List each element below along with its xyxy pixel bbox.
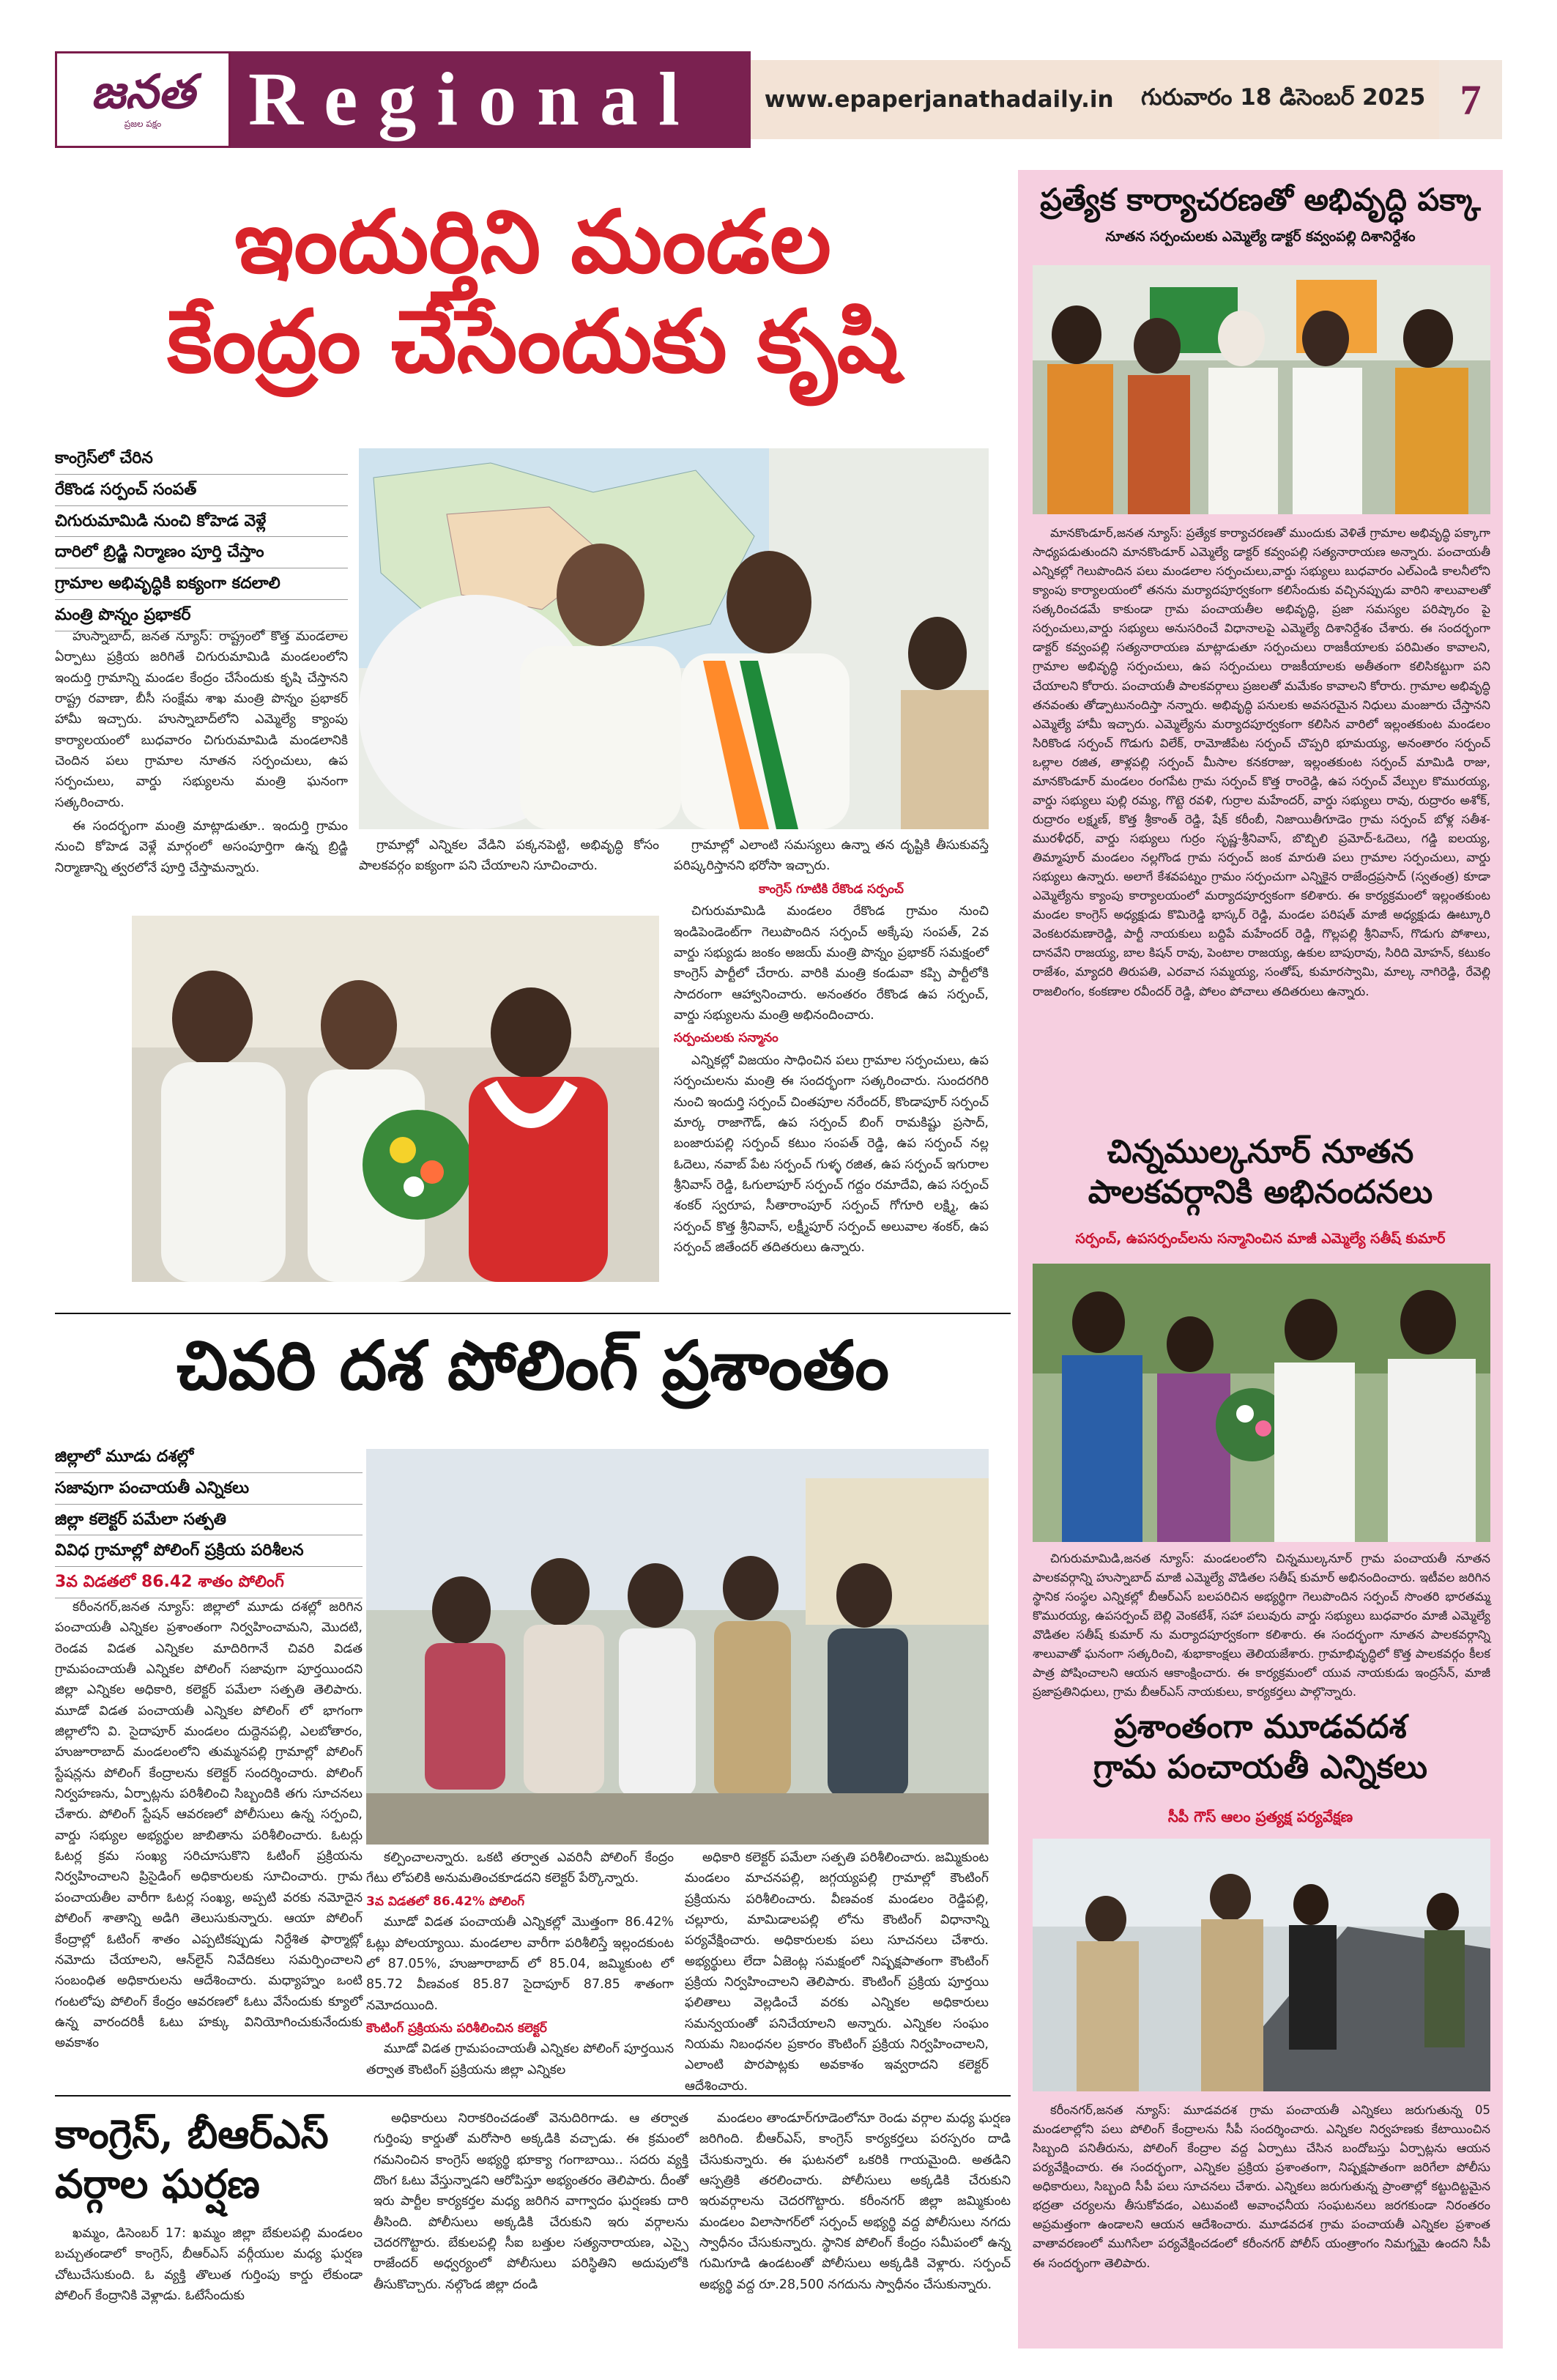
polling-para: కరీంనగర్,జనత న్యూస్: జిల్లాలో మూడు దశల్లో జరిగిన పంచాయతీ ఎన్నికల ప్రశాంతంగా నిర్వహించామని, మొదటి, రెండవ విడత ఎన్నికల మాదిరిగానే చివరి విడత గ్రామపంచాయతీ ఎన్నికల పోలింగ్ సజావుగా పూర్తయిందని జిల్లా ఎన్నికల అధికారి, కలెక్టర్ పమేలా సత్పతి తెలిపారు. మూడో విడత పంచాయతీ ఎన్నికల పోలింగ్ లో భాగంగా జిల్లాలోని వి. సైదాపూర్ మండలం దుద్దెనపల్లి, ఎలబోతారం, హుజూరాబాద్ మండలంలోని తుమ్మనపల్లి గ్రామాల్లో పోలింగ్ స్టేషన్లను పోలింగ్ కేంద్రాలను కలెక్టర్ సందర్శించారు. పోలింగ్ నిర్వహణను, ఏర్పాట్లను పరిశీలించి సిబ్బందికి తగు సూచనలు చేశారు. పోలింగ్ స్టేషన్ ఆవరణలో పోలీసులు ఉన్న సర్పంచి, వార్డు సభ్యుల అభ్యర్థుల జాబితాను పరిశీలించారు. ఓటర్లు ఓటర్ల క్రమ సంఖ్య సరిచూసుకొని ఓటింగ్ ప్రక్రియను నిర్వహించాలని ప్రిసైడింగ్ అధికారులకు సూచించారు. గ్రామ పంచాయతీల వారీగా ఓటర్ల సంఖ్య, అప్పటి వరకు నమోదైన పోలింగ్ శాతాన్ని అడిగి తెలుసుకున్నారు. ఆయా పోలింగ్ కేంద్రాల్లో ఓటింగ్ శాతం ఎప్పటికప్పుడు నిర్దేశిత ఫార్మాట్లో నమోదు చేయాలని, ఆన్‌లైన్ నివేదికలు సమర్పించాలని సంబంధిత అధికారులను ఆదేశించారు. మధ్యాహ్నం ఒంటి గంటలోపు పోలింగ్ కేంద్రం ఆవరణలో ఓటు వేసేందుకు క్యూలో ఉన్న వారందరికీ ఓటు హక్కు వినియోగించుకునేందుకు అవకాశం — [55, 1600, 363, 2051]
polling-para: మూడో విడత గ్రామపంచాయతీ ఎన్నికల పోలింగ్ పూర్తయిన తర్వాత కౌంటింగ్ ప్రక్రియను జిల్లా ఎన్నికల — [366, 2042, 674, 2077]
lead-deck — [55, 443, 348, 631]
masthead-logo — [55, 51, 231, 148]
clash-col1 — [55, 2223, 363, 2309]
right3-photo — [1033, 1839, 1490, 2091]
lead-photo-map-minister — [359, 448, 989, 829]
lead-para: గ్రామాల్లో ఎలాంటి సమస్యలు ఉన్నా తన దృష్టికి తీసుకువస్తే పరిష్కరిస్తానని భరోసా ఇచ్చారు. — [674, 838, 989, 874]
lead-para: హుస్నాబాద్, జనత న్యూస్: రాష్ట్రంలో కొత్త మండలాల ఏర్పాటు ప్రక్రియ జరిగితే చిగురుమామిడి మండలంలోని ఇందుర్తి గ్రామాన్ని మండల కేంద్రం చేసేందుకు కృషి చేస్తానని రాష్ట్ర రవాణా, బీసీ సంక్షేమ శాఖ మంత్రి పొన్నం ప్రభాకర్ హామీ ఇచ్చారు. హుస్నాబాద్‌లోని ఎమ్మెల్యే క్యాంపు కార్యాలయంలో బుధవారం చిగురుమామిడి మండలానికి చెందిన పలు గ్రామాల నూతన సర్పంచులు, ఉప సర్పంచులు, వార్డు సభ్యులను మంత్రి ఘనంగా సత్కరించారు. — [55, 629, 348, 810]
right1-headline: ప్రత్యేక కార్యాచరణతో అభివృద్ధి పక్కా — [1040, 182, 1481, 218]
deck-line: 3వ విడతలో 86.42 శాతం పోలింగ్ — [55, 1567, 363, 1598]
polling-col3 — [685, 1847, 989, 2099]
section-divider — [55, 1313, 1011, 1314]
lead-headline-line1: ఇందుర్తిని మండల — [234, 190, 831, 292]
polling-para: కల్పించాలన్నారు. ఒకటి తర్వాత ఎవరినీ పోలింగ్ కేంద్రం గేటు లోపలికి అనుమతించకూడదని కలెక్టర్ పేర్కొన్నారు. — [366, 1850, 674, 1886]
section-title: Regional — [248, 57, 700, 141]
lead-col2 — [359, 835, 659, 880]
polling-headline: చివరి దశ పోలింగ్ ప్రశాంతం — [176, 1326, 890, 1405]
deck-line: సజావుగా పంచాయతీ ఎన్నికలు — [55, 1473, 363, 1505]
right2-photo — [1033, 1264, 1490, 1542]
right3-headline — [1025, 1707, 1495, 1787]
polling-subhead-2: కౌంటింగ్ ప్రక్రియను పరిశీలించిన కలెక్టర్ — [366, 2020, 547, 2036]
polling-col2 — [366, 1847, 674, 2083]
deck-line: జిల్లాలో మూడు దశల్లో — [55, 1442, 363, 1473]
right3-para: కరీంనగర్,జనత న్యూస్: మూడవదశ గ్రామ పంచాయతీ ఎన్నికలు జరుగుతున్న 05 మండలాల్లోని పలు పోలింగ్ కేంద్రాలను సీపీ సందర్శించారు. ఎన్నికల నిర్వహణకు కేటాయించిన సిబ్బంది పనితీరును, పోలింగ్ కేంద్రాల వద్ద ఏర్పాటు చేసిన బందోబస్తు ఏర్పాట్లను ఆయన పర్యవేక్షించారు. ఈ సందర్భంగా, ఎన్నికల ప్రక్రియ ప్రశాంతంగా, నిష్పక్షపాతంగా జరిగేలా పోలీసు అధికారులు, సిబ్బంది సీపీ పలు సూచనలు చేశారు. ఎన్నికలు జరుగుతున్న ప్రాంతాల్లో కట్టుదిట్టమైన భద్రతా చర్యలను తీసుకోవడం, ఎటువంటి అవాంఛనీయ సంఘటనలు జరగకుండా నిరంతరం అప్రమత్తంగా ఉండాలని ఆయన ఆదేశించారు. మూడవదశ గ్రామ పంచాయతీ ఎన్నికల ప్రశాంత వాతావరణంలో ముగిసేలా పర్యవేక్షించడంలో కరీంనగర్ పోలీస్ యంత్రాంగం నిమగ్నమై ఉందని సీపీ ఈ సందర్భంగా తెలిపారు. — [1033, 2103, 1490, 2270]
right1-para: మానకొండూర్,జనత న్యూస్: ప్రత్యేక కార్యాచరణతో ముందుకు వెళితే గ్రామాల అభివృద్ధి పక్కాగా సాధ్యపడుతుందని మానకొండూర్ ఎమ్మెల్యే డాక్టర్ కవ్వంపల్లి సత్యనారాయణ అన్నారు. పంచాయతీ ఎన్నికల్లో గెలుపొందిన పలు మండలాల సర్పంచులు,వార్డు సభ్యులు బుధవారం ఎల్ఎండి కాలనీలోని క్యాంపు కార్యాలయంలో తనను మర్యాదపూర్వకంగా కలిసేందుకు వచ్చినప్పుడు వారిని శాలువాలతో సత్కరించడమే కాకుండా గ్రామ పంచాయతీల అభివృద్ధి, ప్రజా సమస్యల పరిష్కారం పై సర్పంచులు,వార్డు సభ్యులు అనుసరించే విధానాలపై ఎమ్మెల్యే దిశానిర్దేశం చేశారు. ఈ సందర్భంగా డాక్టర్ కవ్వంపల్లి సత్యనారాయణ మాట్లాడుతూ సర్పంచులు రాజకీయాలకు పరిమితం కావాలని, గ్రామాల అభివృద్ధి సర్పంచులు, ఉప సర్పంచులు రాజకీయాలకు అతీతంగా కలిసికట్టుగా పని చేయాలని కోరారు. పంచాయతీ పాలకవర్గాలు ప్రజలతో మమేకం కావాలని కోరారు. గ్రామాల అభివృద్ధి తనవంతు తోడ్పాటునందిస్తా నన్నారు. అభివృద్ధి పనులకు అవసరమైన నిధులు మంజూరు చేస్తానని ఎమ్మెల్యే హామీ ఇచ్చారు. ఎమ్మెల్యేను మర్యాదపూర్వకంగా కలిసిన వారిలో ఇల్లంతకుంట మండలం సిరికొండ సర్పంచ్ గొడుగు విలేక్, రామోజీపేట సర్పంచ్ చొప్పరి భూమయ్య, అనంతారం సర్పంచ్ ఒల్లాల రజిత, తాళ్లపల్లి సర్పంచ్ మీసాల కనకరాజు, ఇల్లంతకుంట సర్పంచ్ మామిడి రాజు, మానకొండూర్ మండలం రంగపేట గ్రామ సర్పంచ్ కొత్త రాంరెడ్డి, ఉప సర్పంచ్ వేల్పుల కొమురయ్య, వార్డు సభ్యులు పుల్లి రమ్య, గొట్టె రవళి, గుర్రాల మహేందర్, వార్డు సభ్యులు రావు, రుద్రారం అశోక్, రుద్రారం లక్ష్మణ్, కొత్త శ్రీకాంత్ రెడ్డి, షేక్ కరీంబీ, నిజాయితీగూడెం గ్రామ సర్పంచ్ బోళ్ల సతీశ-మురళీధర్, వార్డు సభ్యులు గుర్రం సృష్ణ-శ్రీనివాస్, బొబ్బిలి ప్రమోద్-ఓదెలు, గడ్డి ఐలయ్య, తిమ్మాపూర్ మండలం నల్లగొండ గ్రామ సర్పంచ్ జంక మారుతి పలు గ్రామాల సర్పంచులు, వార్డు సభ్యులు ఉన్నారు. అలాగే కేశవపట్నం గ్రామం సర్పంచుగా ఎన్నికైన రాజేంద్రప్రసాద్ (స్వతంత్ర) కూడా ఎమ్మెల్యేను క్యాంపు కార్యాలయంలో మర్యాదపూర్వకంగా కలిశారు. ఈ కార్యక్రమంలో ఇల్లంతకుంట మండల కాంగ్రెస్ అధ్యక్షుడు కొమిరెడ్డి భాస్కర్ రెడ్డి, మండల పరిషత్ మాజీ అధ్యక్షుడు ఊట్కూరి వెంకటరమణారెడ్డి, పార్టీ నాయకులు బద్దిపే మహేందర్ రెడ్డి, గొల్లపల్లి శ్రీనివాస్, గొడుగు పోశాలు, దానవేని రాజయ్య, బాల కిషన్ రావు, పెంటాల రాజయ్య, ఉకుల బాపురావు, సిరిది మోహన్, కటుకం రాజేశం, మ్యాదరి తిరుపతి, ఎరవాచ సమ్మయ్య, సంతోష్, కుమారస్వామి, మాల్క నాగిరెడ్డి, రేవెల్లి రాజలింగం, కంకణాల రవీందర్ రెడ్డి, పోలం పోచాలు తదితరులు ఉన్నారు. — [1033, 526, 1490, 998]
right3-body — [1033, 2101, 1490, 2276]
clash-para: ఖమ్మం, డిసెంబర్ 17: ఖమ్మం జిల్లా బేకులపల్లి మండలం బచ్చుతండాలో కాంగ్రెస్, బీఆర్ఎస్ వర్గీయుల మధ్య ఘర్షణ చోటుచేసుకుంది. ఓ వ్యక్తి తొలుత గుర్తింపు కార్డు లేకుండా పోలింగ్ కేంద్రానికి వెళ్లాడు. ఓటేసేందుకు — [55, 2226, 363, 2304]
right2-headline — [1025, 1132, 1495, 1212]
clash-para: అధికారులు నిరాకరించడంతో వెనుదిరిగాడు. ఆ తర్వాత గుర్తింపు కార్డుతో మరోసారి అక్కడికి వచ్చాడు. ఈ క్రమంలో గమనించిన కాంగ్రెస్ అభ్యర్థి భూక్యా గంగాబాయి.. సదరు వ్యక్తి దొంగ ఓటు వేస్తున్నాడని ఆరోపిస్తూ అభ్యంతరం తెలిపారు. దీంతో ఇరు పార్టీల కార్యకర్తల మధ్య జరిగిన వాగ్వాదం ఘర్షణకు దారి తీసింది. పోలీసులు అక్కడికి చేరుకుని ఇరు వర్గాలను చెదరగొట్టారు. బేకులపల్లి సీఐ బత్తుల సత్యనారాయణ, ఎస్సై రాజేందర్ అధ్వర్యంలో పోలీసులు పరిస్థితిని అదుపులోకి తీసుకొచ్చారు. నల్గొండ జిల్లా దండి — [374, 2111, 688, 2292]
lead-headline-line2: కేంద్రం చేసేందుకు కృషి — [167, 289, 899, 392]
lead-para: ఈ సందర్భంగా మంత్రి మాట్లాడుతూ.. ఇందుర్తి గ్రామం నుంచి కోహెడ వెళ్లే మార్గంలో అసంపూర్తిగా ఉన్న బ్రిడ్జి నిర్మాణాన్ని త్వరలోనే పూర్తి చేస్తామన్నారు. — [55, 819, 348, 875]
site-url[interactable]: www.epaperjanathadaily.in — [764, 86, 1114, 113]
right3-subhead: సీపీ గౌస్ ఆలం ప్రత్యక్ష పర్యవేక్షణ — [1167, 1808, 1353, 1825]
logo-text: జనత — [91, 64, 195, 119]
right2-para: చిగురుమామిడి,జనత న్యూస్: మండలంలోని చిన్నముల్కనూర్ గ్రామ పంచాయతీ నూతన పాలకవర్గాన్ని హుస్నాబాద్ మాజీ ఎమ్మెల్యే వొడితల సతీష్ కుమార్ అభినందించారు. ఇటీవల జరిగిన స్థానిక సంస్థల ఎన్నికల్లో బీఆర్ఎస్ బలపరిచిన అభ్యర్థిగా గెలుపొందిన సర్పంచ్ సొంతరి భారతమ్మ కొమురయ్య, ఉపసర్పంచ్ బెల్లి వెంకటేశ్, సహా పలువురు వార్డు సభ్యులు బుధవారం మాజీ ఎమ్మెల్యే వొడితల సతీష్ కుమార్ ను మర్యాదపూర్వకంగా కలిశారు. ఈ సందర్భంగా నూతన పాలకవర్గాన్ని శాలువాతో ఘనంగా సత్కరించి, శుభాకాంక్షలు తెలియజేశారు. గ్రామాభివృద్ధిలో కొత్త పాలకవర్గం కీలక పాత్ర పోషించాలని ఆయన ఆకాంక్షించారు. ఈ కార్యక్రమంలో యువ నాయకుడు ఇంద్రసేన్, మాజీ ప్రజాప్రతినిధులు, గ్రామ బీఆర్ఎస్ నాయకులు, కార్యకర్తలు పాల్గొన్నారు. — [1033, 1552, 1490, 1699]
deck-line: కాంగ్రెస్‌లో చేరిన — [55, 443, 348, 475]
lead-subhead-2: సర్పంచులకు సన్మానం — [674, 1031, 778, 1046]
polling-para: అధికారి కలెక్టర్ పమేలా సత్పతి పరిశీలించారు. జమ్మికుంట మండలం మాచనపల్లి, జగ్గయ్యపల్లి గ్రామాల్లో కౌంటింగ్ ప్రక్రియను పరిశీలించారు. వీణవంక మండలం రెడ్డిపల్లి, చల్లూరు, మామిడాలపల్లి లోను కౌంటింగ్ విధానాన్ని పర్యవేక్షించారు. అధికారులకు పలు సూచనలు చేశారు. అభ్యర్థులు లేదా ఏజెంట్ల సమక్షంలో నిష్పక్షపాతంగా కౌంటింగ్ ప్రక్రియ నిర్వహించాలని తెలిపారు. కౌంటింగ్ ప్రక్రియ పూర్తయి ఫలితాలు వెల్లడించే వరకు ఎన్నికల అధికారులు సమన్వయంతో పనిచేయాలని అన్నారు. ఎన్నికల సంఘం నియమ నిబంధనల ప్రకారం కౌంటింగ్ ప్రక్రియ నిర్వహించాలని, ఎలాంటి పొరపాట్లకు అవకాశం ఇవ్వరాదని కలెక్టర్ ఆదేశించారు. — [685, 1850, 989, 2094]
deck-line: వివిధ గ్రామాల్లో పోలింగ్ ప్రక్రియ పరిశీలన — [55, 1535, 363, 1567]
section-banner — [231, 51, 751, 148]
clash-col2 — [374, 2108, 688, 2298]
clash-col3 — [699, 2108, 1011, 2298]
deck-line: గ్రామాల అభివృద్ధికి ఐక్యంగా కదలాలి — [55, 568, 348, 600]
logo-tagline: ప్రజల పక్షం — [124, 118, 162, 129]
right3-headline-line1: ప్రశాంతంగా మూడవదశ — [1114, 1708, 1407, 1746]
lead-col3 — [674, 835, 989, 1261]
right2-headline-line2: పాలకవర్గానికి అభినందనలు — [1088, 1174, 1433, 1211]
polling-col1 — [55, 1597, 363, 2057]
right2-body — [1033, 1549, 1490, 1705]
masthead-info — [751, 60, 1439, 139]
section-divider — [55, 2095, 1011, 2097]
right3-headline-line2: గ్రామ పంచాయతీ ఎన్నికలు — [1093, 1749, 1428, 1786]
polling-deck — [55, 1442, 363, 1598]
deck-line: దారిలో బ్రిడ్జి నిర్మాణం పూర్తి చేస్తాం — [55, 537, 348, 568]
lead-subhead-1: కాంగ్రెస్ గూటికి రేకొండ సర్పంచ్ — [759, 881, 904, 897]
right1-subhead: నూతన సర్పంచులకు ఎమ్మెల్యే డాక్టర్ కవ్వంపల్లి దిశానిర్దేశం — [1105, 229, 1416, 245]
clash-headline-line1: కాంగ్రెస్, బీఆర్ఎస్ — [55, 2110, 329, 2157]
deck-line: మంత్రి పొన్నం ప్రభాకర్ — [55, 600, 348, 631]
lead-para: గ్రామాల్లో ఎన్నికల వేడిని పక్కనపెట్టి, అభివృద్ధి కోసం పాలకవర్గం ఐక్యంగా పని చేయాలని సూచించారు. — [359, 838, 659, 874]
lead-photo-bouquet — [132, 916, 659, 1282]
right2-headline-line1: చిన్నముల్కనూర్ నూతన — [1107, 1133, 1414, 1171]
issue-date: గురువారం 18 డిసెంబర్ 2025 — [1140, 84, 1426, 111]
lead-para: చిగురుమామిడి మండలం రేకొండ గ్రామం నుంచి ఇండిపెండెంట్‌గా గెలుపొందిన సర్పంచ్ అక్కేపు సంపత్, 2వ వార్డు సభ్యుడు జంకం అజయ్ మంత్రి పొన్నం ప్రభాకర్ సమక్షంలో కాంగ్రెస్ పార్టీలో చేరారు. వారికి మంత్రి కండువా కప్పి పార్టీలోకి సాదరంగా ఆహ్వానించారు. అనంతరం రేకొండ ఉప సర్పంచ్, వార్డు సభ్యులను మంత్రి అభినందించారు. — [674, 904, 989, 1023]
deck-line: జిల్లా కలెక్టర్ పమేలా సత్పతి — [55, 1505, 363, 1536]
deck-line: రేకొండ సర్పంచ్ సంపత్ — [55, 475, 348, 506]
lead-headline — [55, 192, 1011, 390]
right1-photo — [1033, 265, 1490, 514]
clash-headline — [55, 2110, 363, 2209]
right2-subhead: సర్పంచ్, ఉపసర్పంచ్‌లను సన్మానించిన మాజీ ఎమ్మెల్యే సతీష్ కుమార్ — [1075, 1231, 1446, 1247]
polling-photo — [366, 1449, 989, 1845]
polling-para: మూడో విడత పంచాయతీ ఎన్నికల్లో మొత్తంగా 86.42% ఓట్లు పోలయ్యాయి. మండలాల వారీగా పరిశీలిస్తే ఇల్లందకుంట లో 87.05%, హుజూరాబాద్ లో 85.04, జమ్మికుంట లో 85.72 వీణవంక 85.87 సైదాపూర్ 87.85 శాతంగా నమోదయింది. — [366, 1915, 674, 2013]
right1-body — [1033, 524, 1490, 1004]
lead-para: ఎన్నికల్లో విజయం సాధించిన పలు గ్రామాల సర్పంచులు, ఉప సర్పంచులను మంత్రి ఈ సందర్భంగా సత్కరించారు. సుందరగిరి నుంచి ఇందుర్తి సర్పంచ్ చింతపూల నరేందర్, కొండాపూర్ సర్పంచ్ మార్క రాజాగౌడ్, ఉప సర్పంచ్ బింగ్ రామకిష్టు ప్రసాద్, బంజారుపల్లి సర్పంచ్ కటుం సంపత్ రెడ్డి, ఉప సర్పంచ్ నల్ల ఓదెలు, నవాబ్ పేట సర్పంచ్ గుళ్ళ రజిత, ఉప సర్పంచ్ ఇగురాల శ్రీనివాస్ రెడ్డి, ఓగులాపూర్ సర్పంచ్ గద్దం రమాదేవి, ఉప సర్పంచ్ శంకర్ స్వరూప, సీతారాంపూర్ సర్పంచ్ గోగూరి లక్ష్మి, ఉప సర్పంచ్ కొత్త శ్రీనివాస్, లక్ష్మీపూర్ సర్పంచ్ అలువాల శంకర్, ఉప సర్పంచ్ జితేందర్ తదితరులు ఉన్నారు. — [674, 1053, 989, 1255]
clash-headline-line2: వర్గాల ఘర్షణ — [55, 2160, 260, 2207]
deck-line: చిగురుమామిడి నుంచి కోహెడ వెళ్లే — [55, 506, 348, 538]
page-number: 7 — [1439, 60, 1502, 139]
clash-para: మండలం తాండూర్‌గూడెంలోనూ రెండు వర్గాల మధ్య ఘర్షణ జరిగింది. బీఆర్ఎస్, కాంగ్రెస్ కార్యకర్తలు పరస్పరం దాడి చేసుకున్నారు. ఈ ఘటనలో ఒకరికి గాయమైంది. అతడిని ఆస్పత్రికి తరలించారు. పోలీసులు అక్కడికి చేరుకుని ఇరువర్గాలను చెదరగొట్టారు. కరీంనగర్ జిల్లా జమ్మికుంట మండలం విలాసాగర్‌లో సర్పంచ్ అభ్యర్థి వద్ద పోలీసులు నగదు స్వాధీనం చేసుకున్నారు. స్థానిక పోలింగ్ కేంద్రం సమీపంలో ఉన్న గుమిగూడి ఉండటంతో పోలీసులు అక్కడికి వెళ్లారు. సర్పంచ్ అభ్యర్థి వద్ద రూ.28,500 నగదును స్వాధీనం చేసుకున్నారు. — [699, 2111, 1011, 2292]
polling-subhead-1: 3వ విడతలో 86.42% పోలింగ్ — [366, 1894, 525, 1909]
lead-col1 — [55, 626, 348, 881]
